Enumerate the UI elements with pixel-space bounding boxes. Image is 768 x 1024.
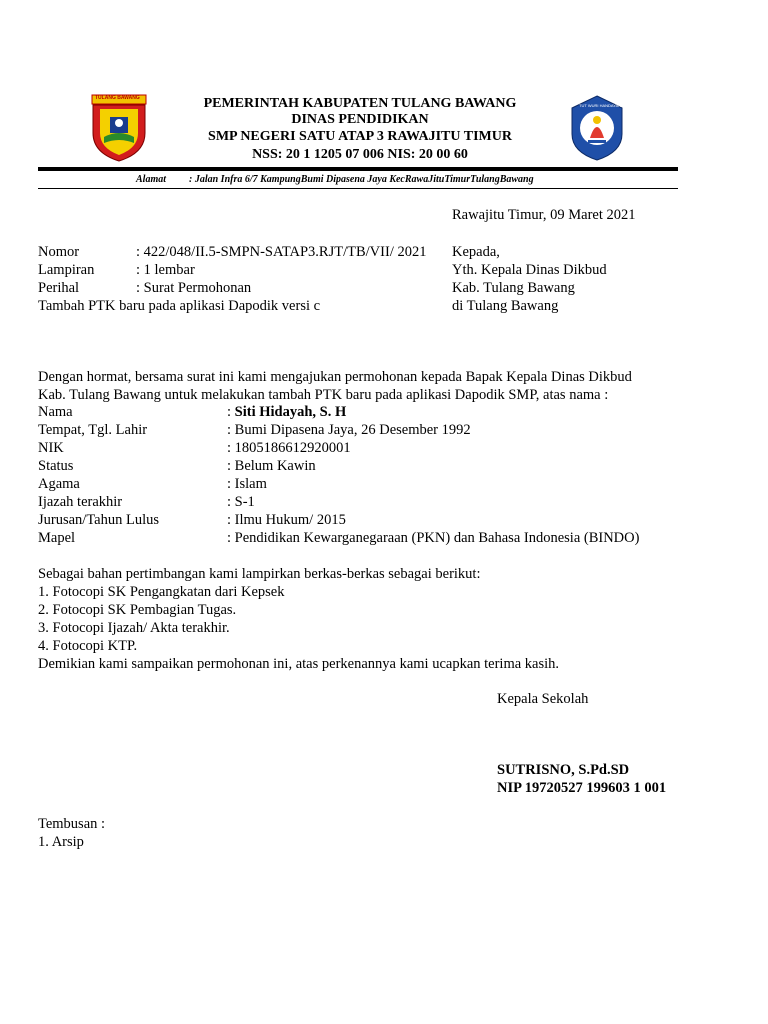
body-paragraph-line-1: Dengan hormat, bersama surat ini kami mengajukan permohonan kepada Bapak Kepala Dinas Dikbud — [38, 369, 632, 385]
field-label: Mapel — [38, 530, 76, 546]
field-label: Tempat, Tgl. Lahir — [38, 422, 148, 438]
field-label: Status — [38, 458, 74, 474]
field-value: : Bumi Dipasena Jaya, 26 Desember 1992 — [227, 422, 471, 438]
attachment-item: 1. Fotocopi SK Pengangkatan dari Kepsek — [38, 584, 285, 600]
attachment-item: 2. Fotocopi SK Pembagian Tugas. — [38, 602, 237, 618]
field-label: Nama — [38, 404, 73, 420]
lampiran-label: Lampiran — [38, 262, 95, 278]
nomor-label: Nomor — [38, 244, 80, 260]
recipient-line-4: di Tulang Bawang — [452, 298, 559, 314]
letterhead-line-4: NSS: 20 1 1205 07 006 NIS: 20 00 60 — [252, 147, 468, 162]
signature-title: Kepala Sekolah — [497, 691, 589, 707]
perihal-label: Perihal — [38, 280, 80, 296]
signature-nip: NIP 19720527 199603 1 001 — [497, 780, 667, 796]
recipient-line-3: Kab. Tulang Bawang — [452, 280, 575, 296]
letterhead-line-2: DINAS PENDIDIKAN — [291, 112, 429, 127]
tut-wuri-handayani-logo: TUT WURI HANDAYANI — [568, 94, 626, 162]
nomor-value: : 422/048/II.5-SMPN-SATAP3.RJT/TB/VII/ 2021 — [136, 244, 427, 260]
letterhead-line-1: PEMERINTAH KABUPATEN TULANG BAWANG — [203, 96, 517, 111]
body-paragraph-line-2: Kab. Tulang Bawang untuk melakukan tambah PTK baru pada aplikasi Dapodik SMP, atas nama : — [38, 387, 609, 403]
lampiran-value: : 1 lembar — [136, 262, 195, 278]
attachment-item: 3. Fotocopi Ijazah/ Akta terakhir. — [38, 620, 230, 636]
field-value: : Belum Kawin — [227, 458, 316, 474]
address-value: : Jalan Infra 6/7 KampungBumi Dipasena Jaya KecRawaJituTimurTulangBawang — [189, 174, 534, 185]
signature-name: SUTRISNO, S.Pd.SD — [497, 762, 630, 778]
field-label: NIK — [38, 440, 64, 456]
cc-label: Tembusan : — [38, 816, 106, 832]
recipient-line-1: Kepada, — [452, 244, 500, 260]
field-value: : Pendidikan Kewarganegaraan (PKN) dan Bahasa Indonesia (BINDO) — [227, 530, 640, 546]
attachment-item: 4. Fotocopi KTP. — [38, 638, 138, 654]
attachments-intro: Sebagai bahan pertimbangan kami lampirkan berkas-berkas sebagai berikut: — [38, 566, 481, 582]
field-value: : Siti Hidayah, S. H — [227, 404, 347, 420]
perihal-continuation: Tambah PTK baru pada aplikasi Dapodik versi c — [38, 298, 321, 314]
field-label: Jurusan/Tahun Lulus — [38, 512, 160, 528]
closing-sentence: Demikian kami sampaikan permohonan ini, atas perkenannya kami ucapkan terima kasih. — [38, 656, 560, 672]
recipient-line-2: Yth. Kepala Dinas Dikbud — [452, 262, 607, 278]
address-label: Alamat — [136, 174, 167, 185]
letterhead-rule-thick — [38, 167, 678, 171]
letterhead-line-3: SMP NEGERI SATU ATAP 3 RAWAJITU TIMUR — [208, 129, 512, 144]
field-label: Agama — [38, 476, 80, 492]
field-label: Ijazah terakhir — [38, 494, 123, 510]
address-line — [136, 174, 534, 185]
cc-item: 1. Arsip — [38, 834, 84, 850]
field-value: : S-1 — [227, 494, 255, 510]
letterhead-rule-thin — [38, 188, 678, 189]
field-value: : Ilmu Hukum/ 2015 — [227, 512, 346, 528]
letter-date: Rawajitu Timur, 09 Maret 2021 — [452, 207, 636, 223]
field-value: : 1805186612920001 — [227, 440, 351, 456]
tulang-bawang-logo: TULANG BAWANG — [90, 93, 148, 163]
name-value: Siti Hidayah, S. H — [234, 404, 347, 420]
field-value: : Islam — [227, 476, 267, 492]
perihal-value: : Surat Permohonan — [136, 280, 252, 296]
